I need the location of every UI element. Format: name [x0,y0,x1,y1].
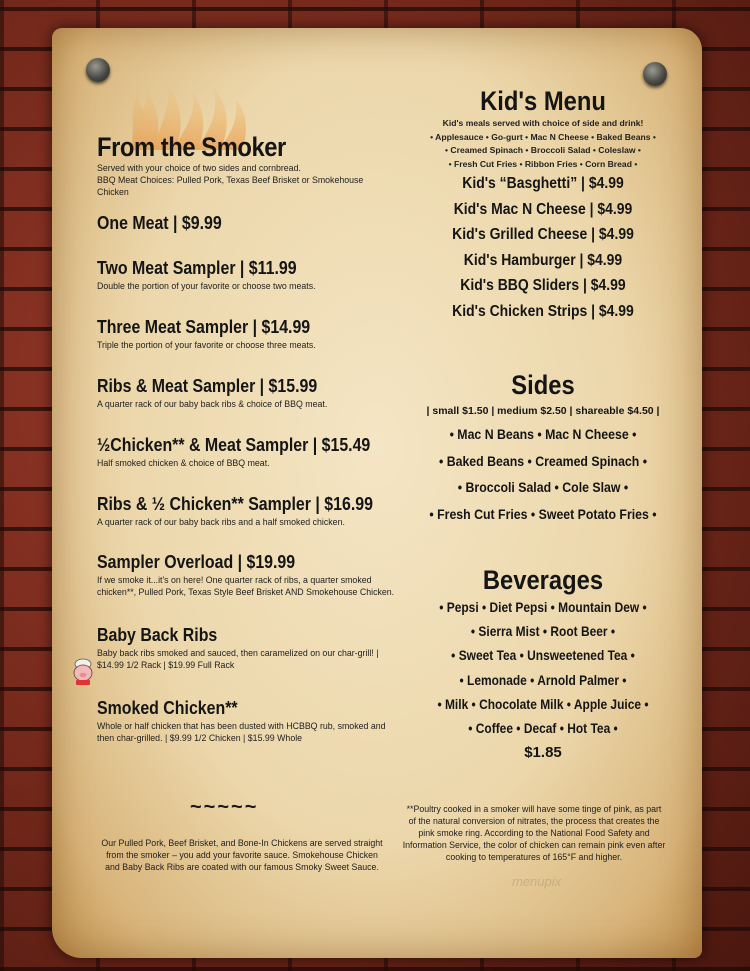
beverages-line: • Coffee • Decaf • Hot Tea • [468,721,618,737]
kids-menu-sides: • Fresh Cut Fries • Ribbon Fries • Corn Bread • [448,158,638,169]
sides-line: • Fresh Cut Fries • Sweet Potato Fries • [429,505,657,522]
menu-item [97,697,397,745]
beverages-line: • Lemonade • Arnold Palmer • [459,672,627,688]
kids-menu-item: Kid's Hamburger | $4.99 [463,251,623,269]
menu-item [97,434,397,470]
menu-item-title: Baby Back Ribs [97,624,218,645]
smoker-subtitle: Served with your choice of two sides and cornbread. [97,163,301,173]
kids-menu-item: Kid's “Basghetti” | $4.99 [462,175,624,192]
kids-menu-section [405,86,681,324]
menu-item-desc: A quarter rack of our baby back ribs & choice of BBQ meat. [97,399,328,409]
smoker-title: From the Smoker [97,132,286,162]
pushpin-icon [643,62,667,86]
menu-item [97,551,397,599]
menu-item-title: Sampler Overload | $19.99 [97,551,296,572]
beverages-title: Beverages [482,565,604,595]
smoker-footnote: Our Pulled Pork, Beef Brisket, and Bone-In Chickens are served straight from the smoker – you add your favorite sauce. Smokehouse Chicken and Baby Back Ribs are coated with our famous Smoky Sweet Sauce. [101,838,383,872]
beverages-line: • Milk • Chocolate Milk • Apple Juice • [437,696,649,712]
kids-menu-item: Kid's BBQ Sliders | $4.99 [460,277,626,294]
menu-item [97,375,397,411]
poultry-note: **Poultry cooked in a smoker will have some tinge of pink, as part of the natural conversion of nitrates, the process that creates the pink smoke ring. According to the National Food Safety and Information Service, the color of chicken can remain pink even after cooking to temperatures of 165°F and higher. [402,804,666,862]
kids-menu-sides: • Creamed Spinach • Broccoli Salad • Coleslaw • [445,145,641,155]
beverages-price: $1.85 [524,744,562,762]
kids-menu-item: Kid's Mac N Cheese | $4.99 [453,200,633,218]
menu-item-desc: Triple the portion of your favorite or choose three meats. [97,340,316,350]
smoker-meat-choices: BBQ Meat Choices: Pulled Pork, Texas Beef Brisket or Smokehouse Chicken [97,174,364,197]
menu-item [97,212,397,236]
menu-item-title: Ribs & ½ Chicken** Sampler | $16.99 [97,493,373,514]
menu-item-title: Smoked Chicken** [97,697,238,718]
watermark: menupix [512,874,562,889]
sides-line: • Mac N Beans • Mac N Cheese • [449,426,637,442]
menu-item-title: Ribs & Meat Sampler | $15.99 [97,375,318,396]
beverages-line: • Sweet Tea • Unsweetened Tea • [451,648,635,664]
beverages-line: • Pepsi • Diet Pepsi • Mountain Dew • [439,600,647,615]
menu-item-title: ½Chicken** & Meat Sampler | $15.49 [97,434,371,455]
divider-tilde: ~~~~~ [190,796,259,818]
sides-prices: | small $1.50 | medium $2.50 | shareable $4.50 | [426,405,660,417]
kids-menu-sides: • Applesauce • Go-gurt • Mac N Cheese • Baked Beans • [430,131,656,142]
kids-menu-item: Kid's Chicken Strips | $4.99 [452,302,634,320]
beverages-line: • Sierra Mist • Root Beer • [470,624,616,640]
menu-item [97,493,397,529]
menu-item-title: One Meat | $9.99 [97,212,222,233]
smoker-header [97,132,397,199]
pushpin-icon [86,58,110,82]
kids-menu-item: Kid's Grilled Cheese | $4.99 [452,226,634,243]
sides-line: • Broccoli Salad • Cole Slaw • [457,479,629,495]
menu-item-desc: Whole or half chicken that has been dusted with HCBBQ rub, smoked and then char-grilled. | $9.99 1/2 Chicken | $15.99 Whole [97,721,386,743]
menu-item-desc: Double the portion of your favorite or choose two meats. [97,281,316,291]
beverages-section [405,565,681,765]
sides-section [405,370,681,527]
menu-item-desc: Baby back ribs smoked and sauced, then caramelized on our char-grill! | $14.99 1/2 Rack | $19.99 Full Rack [97,648,379,670]
kids-menu-note: Kid's meals served with choice of side and drink! [442,118,644,128]
menu-item [97,257,397,293]
menu-item-title: Two Meat Sampler | $11.99 [97,257,297,278]
kids-menu-title: Kid's Menu [480,86,606,116]
menu-item-desc: Half smoked chicken & choice of BBQ meat. [97,458,270,468]
menu-item [97,316,397,352]
menu-item-desc: A quarter rack of our baby back ribs and a half smoked chicken. [97,517,345,527]
menu-item-desc: If we smoke it...it's on here! One quarter rack of ribs, a quarter smoked chicken**, Pulled Pork, Texas Style Beef Brisket AND Smokehouse Chicken. [97,575,395,597]
menu-item-title: Three Meat Sampler | $14.99 [97,316,311,337]
menu-item [97,624,397,672]
sides-title: Sides [511,370,575,400]
chef-pig-icon [70,656,96,686]
sides-line: • Baked Beans • Creamed Spinach • [438,452,648,469]
